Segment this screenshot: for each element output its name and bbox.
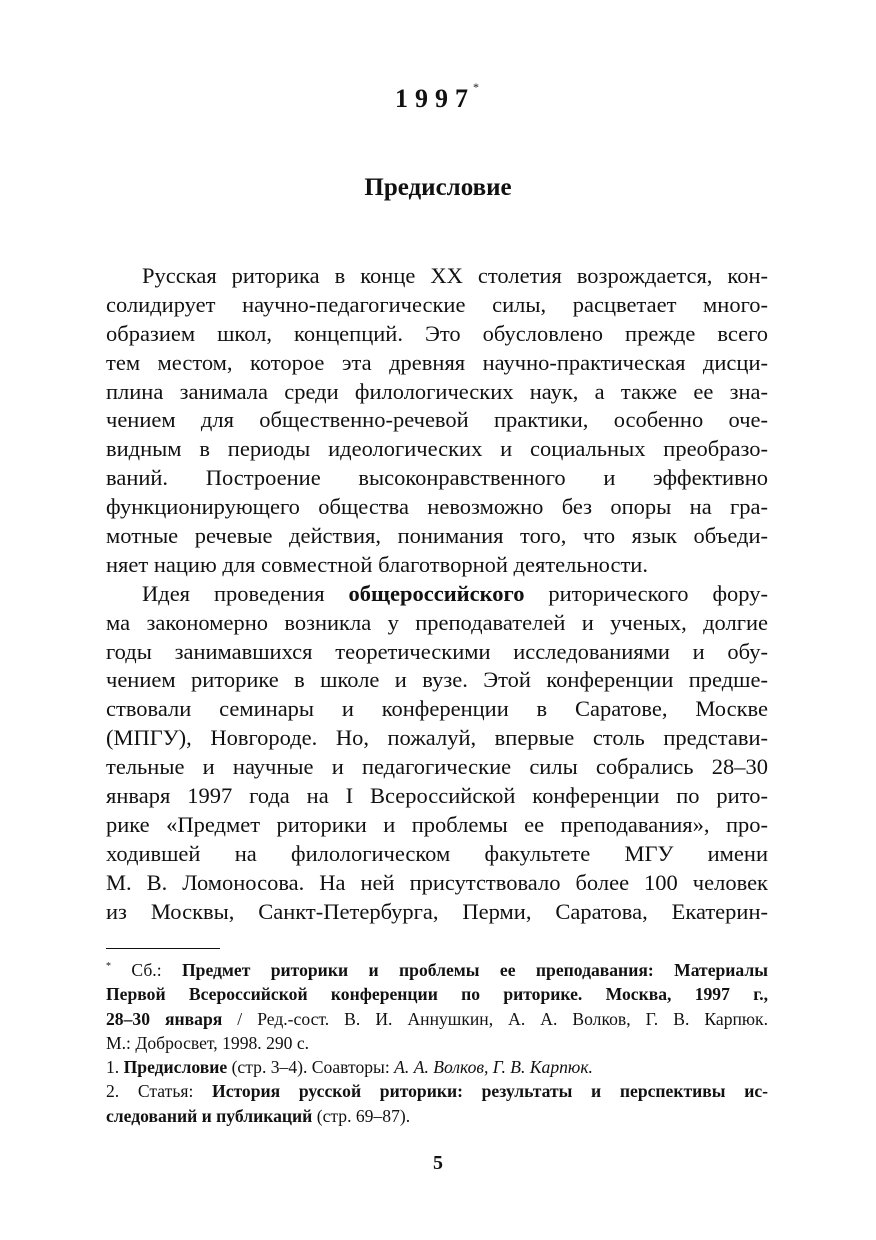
footnote-divider [106,948,220,949]
paragraph-line: видным в периоды идеологических и социальных преобразо- [106,436,768,462]
paragraph-line: М. В. Ломоносова. На ней присутствовало более 100 человек [106,869,768,895]
section-year-heading [0,80,876,114]
footnote-line: следований и публикаций (стр. 69–87). [106,1105,411,1126]
paragraph-line: плина занимала среди филологических наук, а также ее зна- [106,378,768,404]
page-number: 5 [433,1152,443,1174]
footnotes [106,958,768,1128]
paragraph-line: ходившей на филологическом факультете МГУ имени [106,840,768,866]
paragraph-line: января 1997 года на I Всероссийской конференции по рито- [106,783,768,809]
paragraph-line: Идея проведения общероссийского риторического фору- [142,580,769,606]
paragraph-line: ваний. Построение высоконравственного и эффективно [106,465,768,491]
paragraph-line: солидирует научно-педагогические силы, расцветает много- [106,291,768,317]
paragraph-line: чением для общественно-речевой практики, особенно оче- [106,407,768,433]
paragraph-line: (МПГУ), Новгороде. Но, пожалуй, впервые столь представи- [106,725,768,751]
chapter-title: Предисловие [364,174,512,201]
paragraph-line: рике «Предмет риторики и проблемы ее преподавания», про- [106,811,768,837]
paragraph-line: тельные и научные и педагогические силы собрались 28–30 [106,754,768,780]
footnote-line: 28–30 января / Ред.-сост. В. И. Аннушкин, А. А. Волков, Г. В. Карпюк. [106,1008,768,1029]
footnote-item: 1. Предисловие (стр. 3–4). Соавторы: А. А. Волков, Г. В. Карпюк. [106,1057,593,1078]
paragraph-line: няет нацию для совместной благотворной деятельности. [106,551,648,577]
paragraph-line: годы занимавшихся теоретическими исследованиями и обу- [106,638,768,664]
paragraph-line: из Москвы, Санкт-Петербурга, Перми, Саратова, Екатерин- [106,898,768,924]
paragraph-line: Русская риторика в конце XX столетия возрождается, кон- [142,263,768,288]
body-text [106,262,768,926]
footnote-line: Первой Всероссийской конференции по риторике. Москва, 1997 г., [106,984,768,1005]
emphasis-text: общероссийского [348,580,525,606]
year-text: 1997 [395,84,475,113]
footnote-line: * Сб.: Предмет риторики и проблемы ее преподавания: Материалы [106,960,768,980]
footnote-mark: * [473,80,479,94]
paragraph-line: ма закономерно возникла у преподавателей и ученых, долгие [106,609,768,635]
footnote-item: 2. Статья: История русской риторики: результаты и перспективы ис- [106,1081,768,1102]
footnote-mark: * [106,961,111,972]
paragraph-line: функционирующего общества невозможно без опоры на гра- [106,494,768,520]
paragraph-line: мотные речевые действия, понимания того, что язык объеди- [106,523,768,549]
footnote-line: М.: Добросвет, 1998. 290 с. [106,1032,310,1053]
paragraph-line: тем местом, которое эта древняя научно-практическая дисци- [106,349,768,375]
paragraph-line: чением риторике в школе и вузе. Этой конференции предше- [106,667,768,693]
paragraph-line: образием школ, концепций. Это обусловлено прежде всего [106,320,768,346]
paragraph-line: ствовали семинары и конференции в Саратове, Москве [106,696,768,722]
